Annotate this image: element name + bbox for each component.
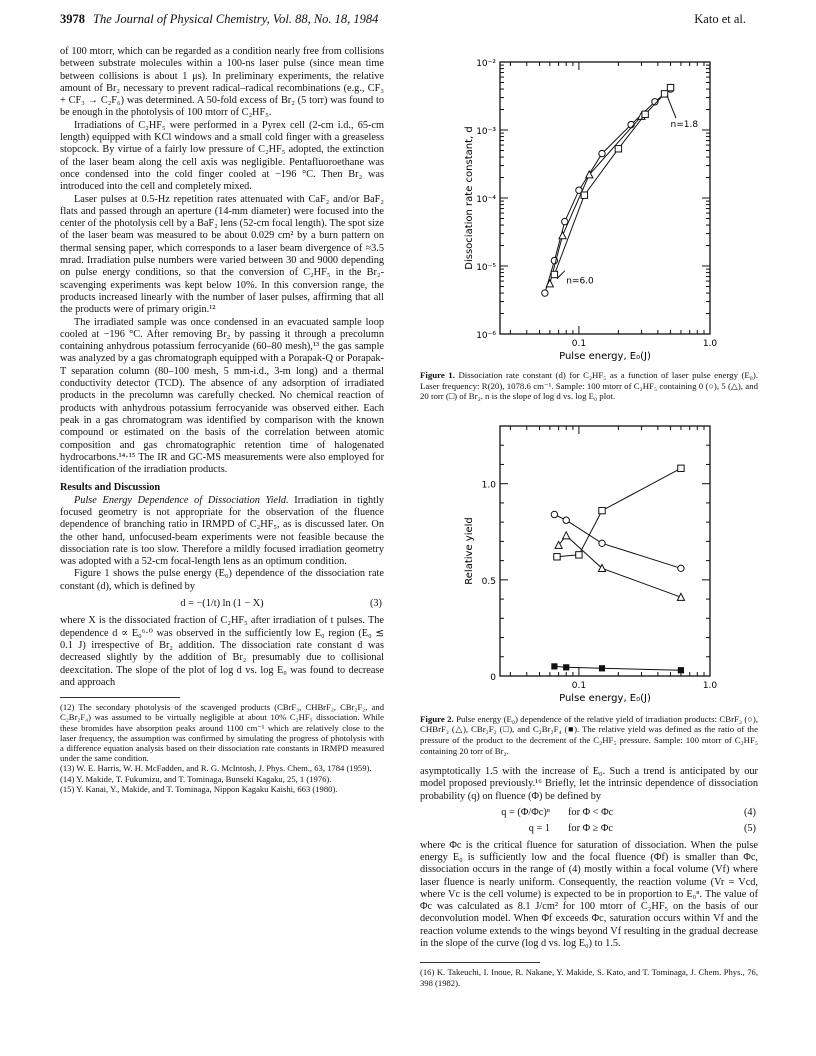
y-tick-label: 0.5 [481,576,496,587]
y-tick-label: 10⁻³ [476,127,496,137]
y-tick-label: 1.0 [481,480,496,491]
footnote-rule [60,697,180,698]
data-point-triangle [563,532,570,539]
caption-text: Pulse energy (E₀) dependence of the relative yield of irradiation products: CBrF₃ (○), CHBrF₂ (△), CBr₂F₂ (□), and C₂Br₂F₄ (■). The relative yield was defined as the ratio of the pressure of the product to the decrement of the C₂HF₅ pressure. Sample: 100 mtorr of C₂HF₅ containing 20 torr of Br₂. [420,713,758,756]
annotation-leader [557,271,565,279]
y-tick-label: 10⁻⁴ [476,195,496,205]
data-point-square [599,507,605,513]
paragraph: where X is the dissociated fraction of C₂HF₅ after irradiation of t pulses. The dependence d ∝ E₀⁶·⁰ was observed in the sufficiently low E₀ region (E₀ ≲ 0.1 J) irrespective of Br₂ addition. The dissociation rate constant d was decreased slightly by the addition of Br₂ presumably due to collisional deexcitation. The slope of the plot of log d vs. log E₀ was found to decrease and approach [60,615,384,688]
caption-text: Dissociation rate constant (d) for C₂HF₅ as a function of laser pulse energy (E₀). Laser frequency: R(20), 1078.6 cm⁻¹. Sample: 100 mtorr of C₂HF₅ containing 0 (○), 5 (△), and 20 torr (□) of Br₂. n is the slope of log d vs. log E₀ plot. [420,370,758,402]
data-point-triangle [677,593,684,600]
data-point-circle [599,540,605,546]
paragraph: Figure 1 shows the pulse energy (E₀) dependence of the dissociation rate constant (d), which is defined by [60,568,384,592]
data-point-filled-square [564,665,569,670]
y-axis-label: Dissociation rate constant, d [464,126,475,270]
data-point-square [581,192,587,198]
data-point-square [576,551,582,557]
paragraph: where Φc is the critical fluence for saturation of dissociation. When the pulse energy E₀ is sufficiently low and the focal fluence (Φf) is smaller than Φc, dissociation occurs in the range of (4) mostly within a focal volume (Vf) where laser fluence is nearly uniform. Consequently, the reaction volume (Vr = Vcd, where Vc is the cell volume) is expected to be in proportion to E₀ⁿ. The value of Φc was calculated as 8.1 J/cm² for 100 mtorr of C₂HF₅ on the basis of our deconvolution model. When Φf exceeds Φc, saturation occurs within Vf and the reaction volume extends to the wings beyond Vf resulting in the gradual decrease in the slope of the curve (log d vs. log E₀) to 1.5. [420,839,758,950]
figure-2-caption [420,714,758,756]
equation-lhs: q = (Φ/Φc)ⁿ [501,807,550,819]
data-point-square [642,111,648,117]
figure-1-caption [420,370,758,402]
plot-frame [500,426,710,676]
x-tick-label: 1.0 [702,680,718,691]
data-point-filled-square [552,664,557,669]
footnote: (13) W. E. Harris, W. H. McFadden, and R. G. McIntosh, J. Phys. Chem., 63, 1784 (1959). [60,763,372,774]
y-tick-label: 10⁻⁶ [476,331,496,341]
footnote-rule [420,962,540,963]
footnote: (16) K. Takeuchi, I. Inoue, R. Nakane, Y. Makide, S. Kato, and T. Tominaga, J. Chem. Phys., 76, 398 (1982). [420,967,758,988]
data-point-circle [678,565,684,571]
footnote: (14) Y. Makide, T. Fukumizu, and T. Tominaga, Bunseki Kagaku, 25, 1 (1976). [60,773,332,784]
equation-5 [420,823,758,835]
series-line [554,514,681,568]
data-point-circle [599,150,605,156]
paragraph: asymptotically 1.5 with the increase of E₀. Such a trend is anticipated by our model proposed previously.¹⁶ Briefly, let the intrinsic dependence of dissociation probability (q) on fluence (Φ) be defined by [420,766,758,802]
right-column [420,52,758,1052]
series-line [545,89,671,293]
footnote: (15) Y. Kanai, Y., Makide, and T. Tominaga, Nippon Kagaku Kaishi, 663 (1980). [60,783,338,794]
paragraph: Irradiations of C₂HF₅ were performed in a Pyrex cell (2-cm i.d., 65-cm length) equipped with KCl windows and a small cold finger with a greaseless stopcock. By virtue of a fairly low pressure of C₂HF₅ adopted, the extinction of the laser beam along the cell axis was negligible. Pentafluoroethane was once condensed into the cold finger cooled at −196 °C. Then Br₂ was introduced into the cell and completely mixed. [60,119,384,193]
equation-number: (3) [369,598,382,610]
data-point-circle [563,517,569,523]
series-line [554,88,670,275]
figure-1-chart [438,52,738,370]
y-tick-label: 0 [490,672,496,683]
equation-number: (5) [743,823,756,835]
x-axis-label: Pulse energy, E₀(J) [559,351,651,362]
y-tick-label: 10⁻⁵ [476,263,496,273]
equation-lhs: q = 1 [528,823,550,835]
left-column [60,46,384,1046]
y-tick-label: 10⁻² [476,59,496,69]
equation-4 [420,807,758,819]
paragraph [60,495,384,569]
data-point-triangle [559,232,566,239]
annotation-slope-label: n=6.0 [566,276,594,287]
data-point-square [615,146,621,152]
data-point-circle [562,218,568,224]
data-point-square [667,84,673,90]
caption-label: Figure 1. [420,370,455,380]
header-left [60,12,378,27]
x-tick-label: 0.1 [571,680,587,691]
data-point-square [554,553,560,559]
paragraph-text: Irradiation in tightly focused geometry is not appropriate for the observation of the fluence dependence of branching ratio in IRMPD of C₂HF₅, as is discussed later. On the other hand, unfocused-beam experiments were not feasible because the dissociation rate is too slow. Therefore a mildly focused irradiation geometry was adopted with a 52-cm focal-length lens as an optimum condition. [60,494,384,568]
section-heading: Results and Discussion [60,482,161,494]
run-in-heading: Pulse Energy Dependence of Dissociation Yield. [74,494,289,506]
footnote: (12) The secondary photolysis of the scavenged products (CBrF₃, CHBrF₂, CBr₂F₂, and C₂Br₂F₄) was assumed to be virtually negligible at about 10% C₂HF₅ dissociation. While these bromides have absorption peaks around 1100 cm⁻¹ which are relatively close to the laser frequency, the assumption was confirmed by simulating the progress of photolysis with a difference equation analysis based on their dissociation rate constants in IRMPD measured under the same condition. [60,702,384,764]
plot-frame [500,62,710,334]
series-line [550,116,642,284]
y-axis-label: Relative yield [464,517,475,585]
header-authors: Kato et al. [694,12,746,26]
journal-citation: The Journal of Physical Chemistry, Vol. 88, No. 18, 1984 [93,12,379,26]
paragraph: Laser pulses at 0.5-Hz repetition rates attenuated with CaF₂ and/or BaF₂ flats and passed through an aperture (14-mm diameter) were focused into the center of the photolysis cell by a BaF₂ lens (52-cm focal length). The spot size of the laser beam was measured to be about 0.029 cm² by a burn pattern on thermal sensing paper, which corresponds to a laser beam divergence of ≈3.5 mrad. Irradiation pulse numbers were varied between 30 and 9000 depending on pulse energy conditions, so that the conversion of C₂HF₅ in the Br₂-scavenging experiments was kept below 10%. In this conversion range, the products increased linearly with the number of laser pulses, affirming that all the products were of primary origin.¹² [60,193,384,316]
page-number: 3978 [60,12,85,26]
figure-2-chart [438,416,738,714]
equation-condition: for Φ ≥ Φc [568,823,614,835]
x-tick-label: 0.1 [571,339,587,349]
data-point-circle [542,290,548,296]
series-line [559,535,681,597]
equation-condition: for Φ < Φc [568,807,614,819]
data-point-circle [551,511,557,517]
paragraph: of 100 mtorr, which can be regarded as a condition nearly free from collisions between substrate molecules within a 100-ns laser pulse (since mean time between collisions is about 1 μs). In preliminary experiments, the relative amount of Br₂ necessary to prevent radical–radical recombinations (e.g., CF₃ + CF₃ → C₂F₆) was determined. A 50-fold excess of Br₂ (5 torr) was found to be enough in the photolysis of 100 mtorr of C₂HF₅. [60,46,384,119]
data-point-square [678,465,684,471]
running-header [60,12,746,32]
annotation-slope-label: n=1.8 [670,120,699,131]
series-line [554,666,681,670]
annotation-leader [667,96,676,118]
data-point-square [551,271,557,277]
data-point-filled-square [678,667,683,672]
equation-body: d = −(1/t) ln (1 − X) [180,598,264,610]
x-tick-label: 1.0 [702,339,718,349]
equation-number: (4) [743,807,756,819]
paragraph: The irradiated sample was once condensed in an evacuated sample loop cooled at −196 °C. After removing Br₂ by passing it through a precolumn containing anhydrous potassium ferrocyanide (60–80 mesh),¹³ the gas sample was analyzed by a gas chromatograph equipped with a Porapak-Q or Porapak-T separation column (80–100 mesh, 5 mm-i.d., 3-m long) and a thermal conductivity detector (TCD). The absence of any adsorption of irradiated products in the precolumn was carefully checked. No chemical reaction of products with anhydrous potassium ferrocyanide was observed either. Each peak in a gas chromatogram was identified by comparison with the known compound or estimated on the basis of the correlation between atomic composition and gas chromatographic retention time of halogenated hydrocarbons.¹⁴·¹⁵ The IR and GC-MS measurements were also employed for identification of the irradiation products. [60,316,384,476]
data-point-filled-square [599,665,604,670]
caption-label: Figure 2. [420,713,454,724]
x-axis-label: Pulse energy, E₀(J) [559,692,651,704]
equation-3 [60,598,384,610]
